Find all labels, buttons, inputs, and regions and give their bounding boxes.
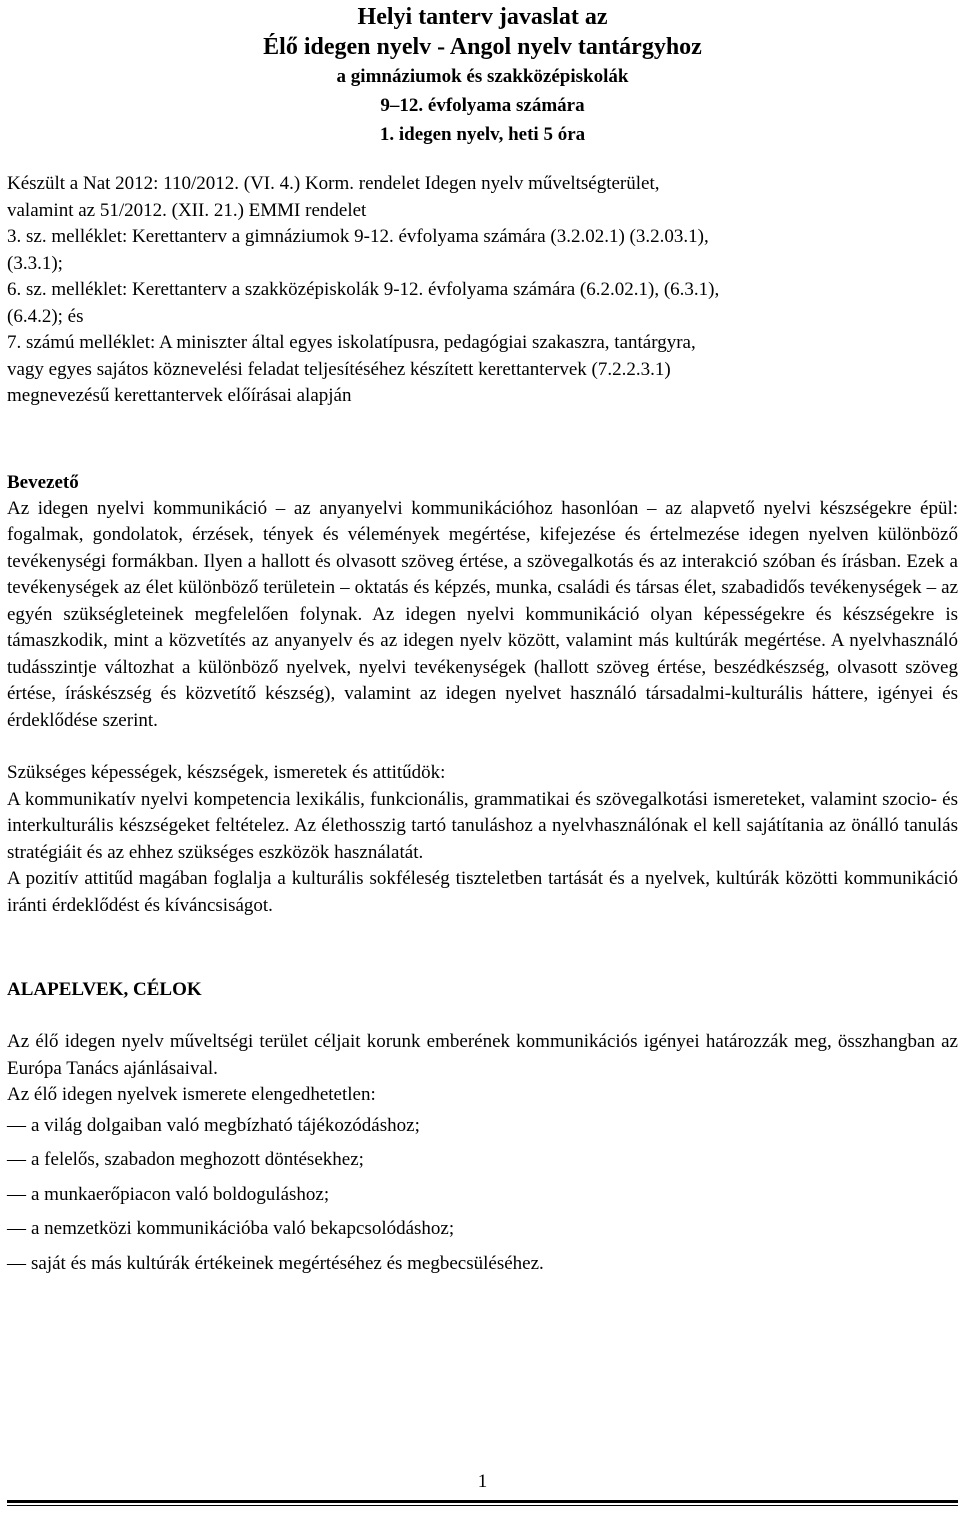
legal-source-block [7,171,958,410]
source-line: megnevezésű kerettantervek előírásai alapján [7,385,352,406]
page-number: 1 [477,1471,488,1492]
source-line: vagy egyes sajátos köznevelési feladat teljesítéséhez készített kerettantervek (7.2.2.3.1) [7,358,671,380]
list-item [7,1247,958,1282]
dash-bullet: ― [7,1218,26,1239]
dash-bullet: ― [7,1252,26,1274]
title-line-5: 1. idegen nyelv, heti 5 óra [379,124,586,145]
list-item [7,1143,958,1178]
skills-paragraph: A kommunikatív nyelvi kompetencia lexikális, funkcionális, grammatikai és szövegalkotási ismereteket, valamint szocio- és interkulturális készségeket feltételez. Az élethosszig tartó tanuláshoz a nyelvhasználónak el kell sajátítania az önálló tanulás stratégiáit és az ehhez szükséges eszközök használatát. [7,788,958,863]
dash-bullet: ― [7,1183,26,1205]
list-item-text: saját és más kultúrák értékeinek megértéséhez és megbecsüléséhez. [31,1252,544,1274]
intro-paragraph: Az idegen nyelvi kommunikáció – az anyanyelvi kommunikációhoz hasonlóan – az alapvető nyelvi készségekre épül: fogalmak, gondolatok, érzések, tények és vélemények megértése, kifejezése és értelmezése idegen nyelven különböző tevékenységi formákban. Ilyen a hallott és olvasott szöveg értése, a szövegalkotás és az interakció szóban és írásban. Ezek a tevékenységek az élet különböző területein – oktatás és képzés, munka, családi és társas élet, szabadidős tevékenységek – az egyén szükségleteinek megfelelően folynak. Az idegen nyelvi kommunikáció olyan képességekre és készségekre is támaszkodik, mint a közvetítés az anyanyelv és az idegen nyelv között, valamint más kultúrák megértése. A nyelvhasználó tudásszintje változhat a különböző nyelvek, nyelvi tevékenységek (hallott szöveg értése, beszédkészség, olvasott szöveg értése, íráskészség és közvetítő készség), valamint az idegen nyelvet használó társadalmi-kulturális háttere, igényei és érdeklődése szerint. [7,497,958,731]
list-item-text: a munkaerőpiacon való boldoguláshoz; [31,1183,330,1205]
principles-list-intro: Az élő idegen nyelvek ismerete elengedhetetlen: [7,1084,376,1105]
dash-bullet: ― [7,1114,26,1136]
document-title [7,2,958,149]
list-item-text: a világ dolgaiban való megbízható tájékozódáshoz; [31,1114,420,1136]
footer-divider [7,1500,958,1503]
principles-heading: ALAPELVEK, CÉLOK [7,979,202,1000]
list-item-text: a nemzetközi kommunikációba való bekapcsolódáshoz; [31,1218,455,1239]
title-line-3: a gimnáziumok és szakközépiskolák [336,66,629,87]
principles-paragraph: Az élő idegen nyelv műveltségi terület céljait korunk emberének kommunikációs igényei határozzák meg, összhangban az Európa Tanács ajánlásaival. [7,1031,958,1079]
document-page [7,0,958,1515]
source-line: 3. sz. melléklet: Kerettanterv a gimnáziumok 9-12. évfolyama számára (3.2.02.1) (3.2.03.1), [7,226,709,247]
list-item [7,1212,958,1247]
source-line: 7. számú melléklet: A miniszter által egyes iskolatípusra, pedagógiai szakaszra, tantárgyra, [7,332,696,353]
title-line-1: Helyi tanterv javaslat az [357,4,608,30]
title-line-2: Élő idegen nyelv - Angol nyelv tantárgyhoz [263,34,702,60]
source-line: (6.4.2); és [7,305,84,327]
source-line: (3.3.1); [7,252,63,274]
list-item [7,1109,958,1144]
attitude-paragraph: A pozitív attitűd magában foglalja a kulturális sokféleség tiszteletben tartását és a nyelvek, kultúrák közötti kommunikáció iránti érdeklődést és kíváncsiságot. [7,868,958,916]
source-line: valamint az 51/2012. (XII. 21.) EMMI rendelet [7,199,367,221]
footer-divider-thin [7,1505,958,1506]
list-item [7,1178,958,1213]
list-item-text: a felelős, szabadon meghozott döntésekhez; [31,1149,364,1170]
principles-list [7,1109,958,1282]
dash-bullet: ― [7,1149,26,1170]
title-line-4: 9–12. évfolyama számára [380,95,585,116]
skills-heading: Szükséges képességek, készségek, ismeretek és attitűdök: [7,762,446,783]
source-line: Készült a Nat 2012: 110/2012. (VI. 4.) Korm. rendelet Idegen nyelv műveltségterület, [7,173,660,194]
intro-heading: Bevezető [7,471,79,493]
page-footer [7,1470,958,1494]
source-line: 6. sz. melléklet: Kerettanterv a szakközépiskolák 9-12. évfolyama számára (6.2.02.1), (6.3.1), [7,279,720,300]
